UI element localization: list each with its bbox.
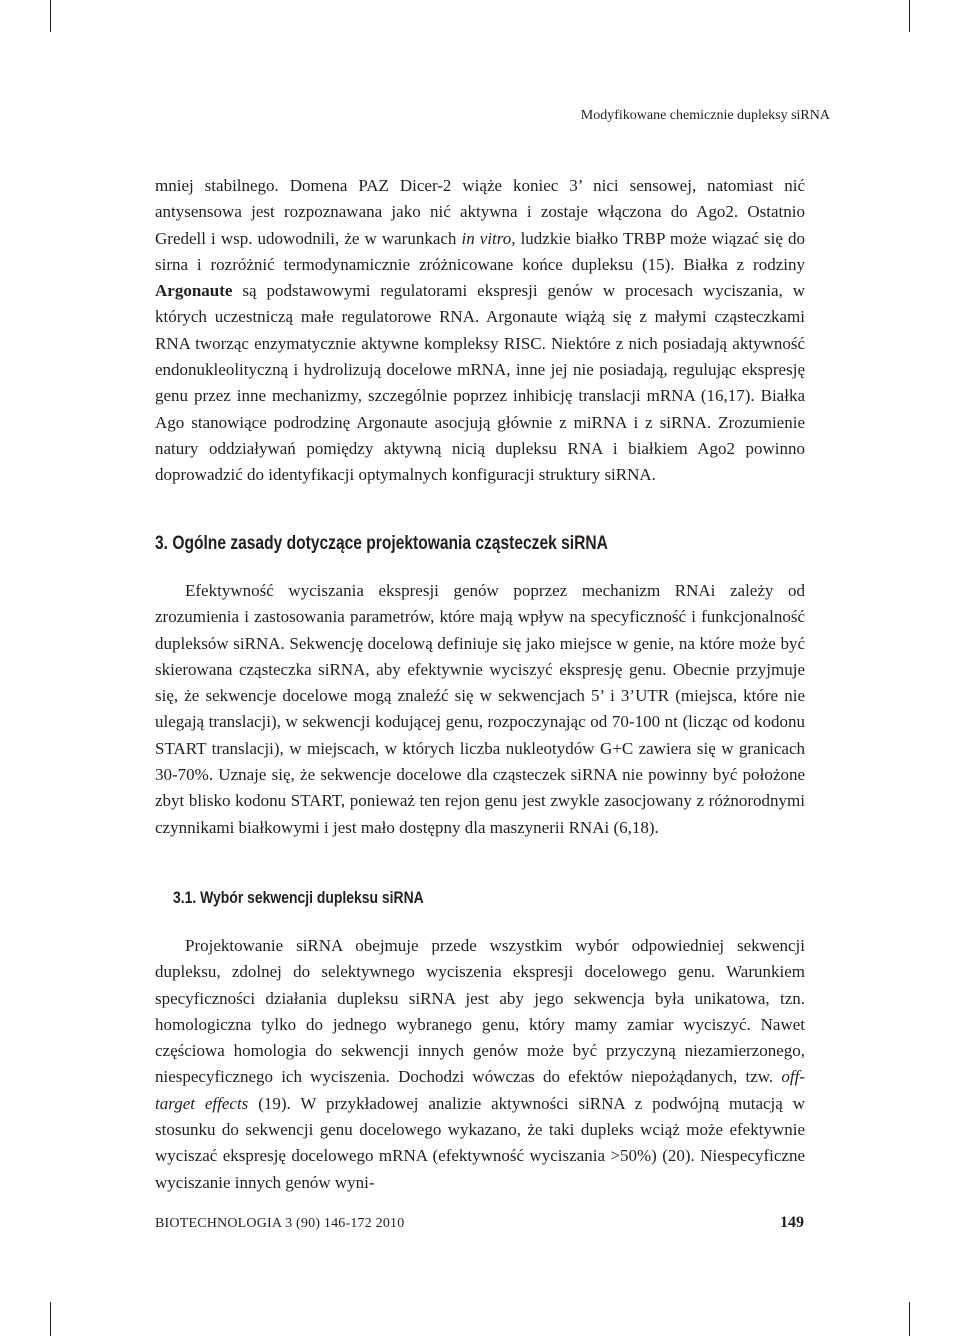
crop-mark-top-right	[909, 0, 910, 32]
crop-mark-bottom-right	[909, 1302, 910, 1336]
off-target-term: off-target effects	[155, 1067, 805, 1113]
section-3-1-heading: 3.1. Wybór sekwencji dupleksu siRNA	[173, 888, 424, 907]
journal-footer: BIOTECHNOLOGIA 3 (90) 146-172 2010	[155, 1216, 405, 1231]
crop-mark-bottom-left	[50, 1302, 51, 1336]
paragraph-intro-part-2: ludzkie białko TRBP może wiązać się do sirna i rozróżnić termodynamicznie zróżnicowane końce dupleksu (15). Białka z rodziny	[155, 228, 805, 274]
page-number: 149	[780, 1214, 804, 1231]
running-head: Modyfikowane chemicznie dupleksy siRNA	[580, 108, 830, 123]
crop-mark-top-left	[50, 0, 51, 32]
section-3-heading: 3. Ogólne zasady dotyczące projektowania cząsteczek siRNA	[155, 533, 608, 554]
argonaute-term: Argonaute	[155, 281, 233, 301]
section-3-1-part-2: (19). W przykładowej analizie aktywności siRNA z podwójną mutacją w stosunku do sekwencji genu docelowego wykazano, że taki dupleks wciąż może efektywnie wyciszać ekspresję docelowego mRNA (efektywność wyciszania >50%) (20). Niespecyficzne wyciszanie innych genów wyni-	[155, 1093, 805, 1192]
section-3-paragraph: Efektywność wyciszania ekspresji genów poprzez mechanizm RNAi zależy od zrozumienia i zastosowania parametrów, które mają wpływ na specyficzność i funkcjonalność dupleksów siRNA. Sekwencję docelową definiuje się jako miejsce w genie, na które może być skierowana cząsteczka siRNA, aby efektywnie wyciszyć ekspresję genu. Obecnie przyjmuje się, że sekwencje docelowe mogą znaleźć się w sekwencjach 5’ i 3’UTR (miejsca, które nie ulegają translacji), w sekwencji kodującej genu, rozpoczynając od 70-100 nt (licząc od kodonu START translacji), w miejscach, w których liczba nukleotydów G+C zawiera się w granicach 30-70%. Uznaje się, że sekwencje docelowe dla cząsteczek siRNA nie powinny być położone zbyt blisko kodonu START, ponieważ ten rejon genu jest zwykle zasocjowany z różnorodnymi czynnikami białkowymi i jest mało dostępny dla maszynerii RNAi (6,18).	[155, 581, 805, 837]
paragraph-intro-part-3: są podstawowymi regulatorami ekspresji genów w procesach wyciszania, w których uczestniczą małe regulatorowe RNA. Argonaute wiążą się z małymi cząsteczkami RNA tworząc enzymatycznie aktywne kompleksy RISC. Niektóre z nich posiadają aktywność endonukleolityczną i hydrolizują docelowe mRNA, inne jej nie posiadają, regulując ekspresję genu przez inne mechanizmy, szczególnie poprzez inhibicję translacji mRNA (16,17). Białka Ago stanowiące podrodzinę Argonaute asocjują głównie z miRNA i z siRNA. Zrozumienie natury oddziaływań pomiędzy aktywną nicią dupleksu RNA i białkiem Ago2 powinno doprowadzić do identyfikacji optymalnych konfiguracji struktury siRNA.	[155, 281, 805, 485]
paragraph-intro	[155, 173, 805, 489]
section-3-1-paragraph	[155, 933, 805, 1196]
section-3-1-part-1: Projektowanie siRNA obejmuje przede wszystkim wybór odpowiedniej sekwencji dupleksu, zdolnej do selektywnego wyciszenia ekspresji docelowego genu. Warunkiem specyficzności działania dupleksu siRNA jest aby jego sekwencja była unikatowa, tzn. homologiczna tylko do jednego wybranego genu, który mamy zamiar wyciszyć. Nawet częściowa homologia do sekwencji innych genów może być przyczyną niezamierzonego, niespecyficznego ich wyciszenia. Dochodzi wówczas do efektów niepożądanych, tzw.	[155, 936, 805, 1087]
in-vitro-term: in vitro,	[461, 228, 516, 248]
paragraph-intro-part-1: mniej stabilnego. Domena PAZ Dicer-2 wiąże koniec 3’ nici sensowej, natomiast nić antysensowa jest rozpoznawana jako nić aktywna i zostaje włączona do Ago2. Ostatnio Gredell i wsp. udowodnili, że w warunkach	[155, 176, 805, 248]
